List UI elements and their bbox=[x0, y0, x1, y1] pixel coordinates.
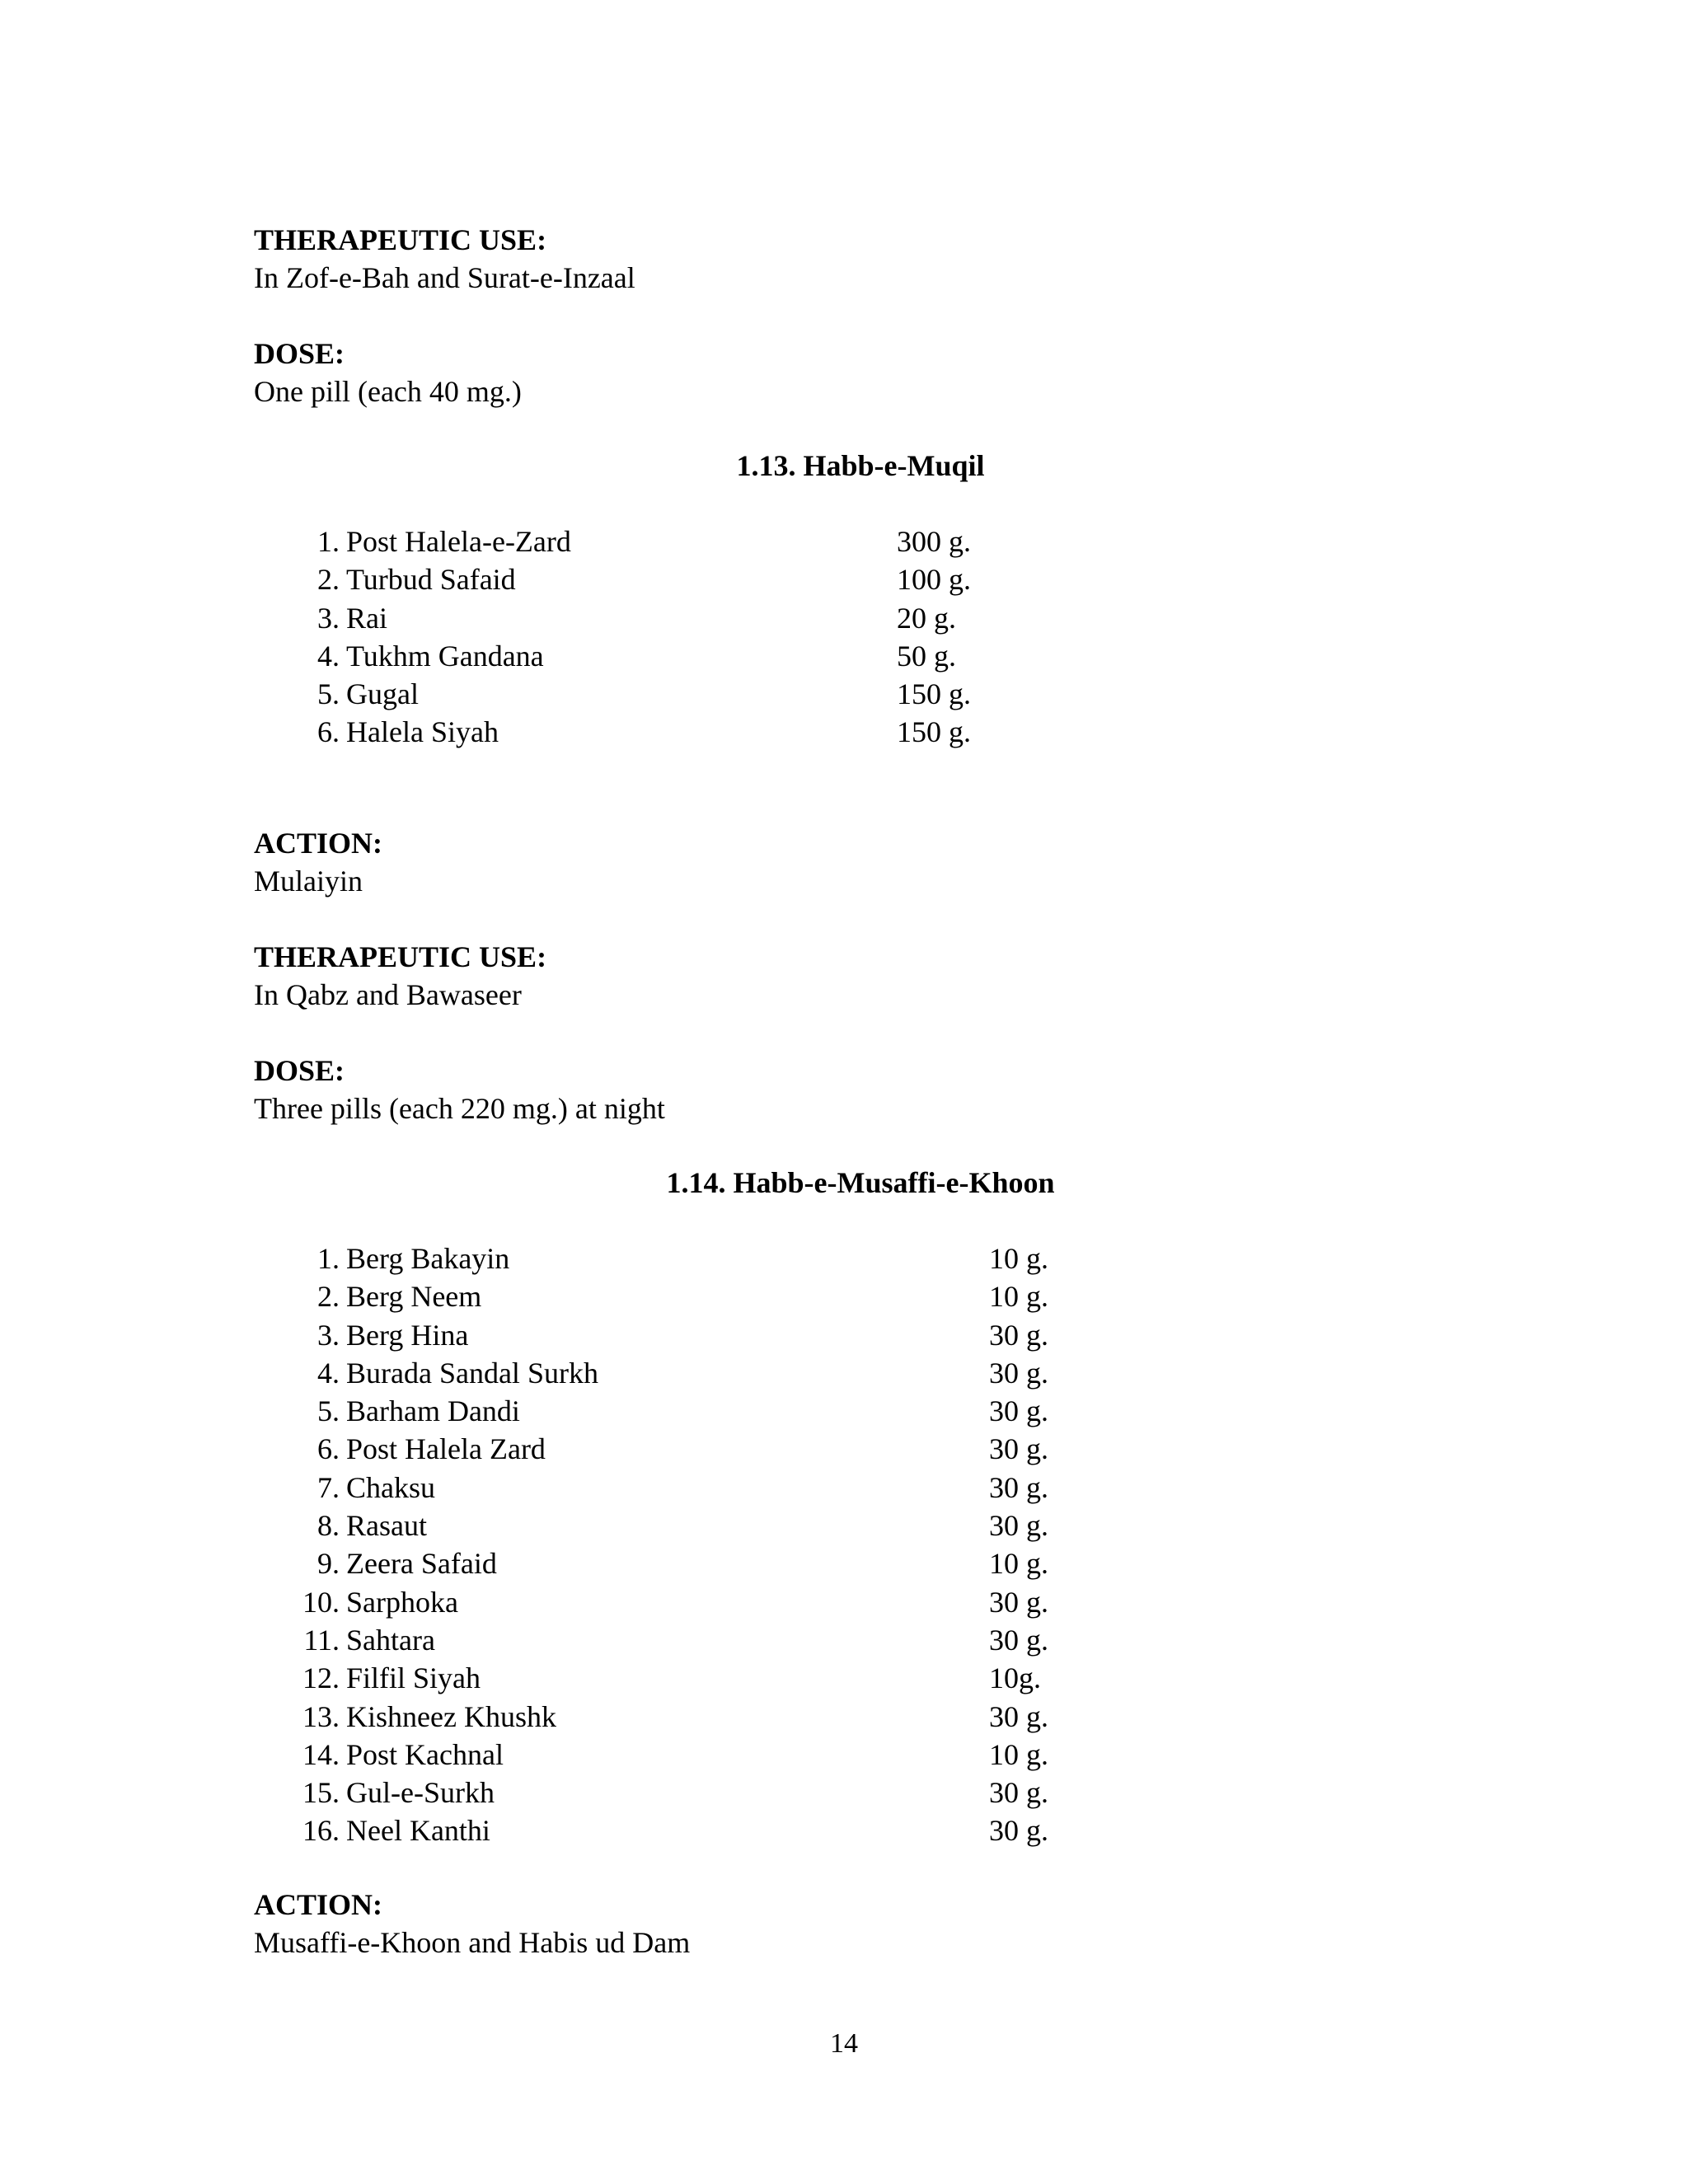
ingredient-name: Rasaut bbox=[346, 1509, 427, 1543]
ingredient-number: 2. bbox=[317, 563, 340, 597]
dose-heading: DOSE: bbox=[254, 337, 345, 370]
ingredient-quantity: 10 g. bbox=[989, 1737, 1048, 1771]
ingredient-item bbox=[302, 1698, 1048, 1736]
section-title-habb-e-muqil: 1.13. Habb-e-Muqil bbox=[736, 449, 985, 482]
ingredient-quantity: 30 g. bbox=[989, 1394, 1048, 1428]
ingredient-item bbox=[317, 713, 971, 751]
ingredient-number: 6. bbox=[317, 715, 340, 749]
ingredient-name: Zeera Safaid bbox=[346, 1547, 497, 1581]
ingredient-item bbox=[317, 675, 971, 713]
dose-text: One pill (each 40 mg.) bbox=[254, 375, 522, 408]
therapeutic-use-text: In Qabz and Bawaseer bbox=[254, 978, 522, 1011]
therapeutic-use-block bbox=[254, 938, 546, 1014]
ingredient-item bbox=[317, 1316, 1048, 1354]
dose-block bbox=[254, 1052, 665, 1127]
ingredient-quantity: 30 g. bbox=[989, 1432, 1048, 1466]
ingredient-item bbox=[303, 1621, 1048, 1659]
ingredient-quantity: 30 g. bbox=[989, 1623, 1048, 1657]
ingredient-name: Gugal bbox=[346, 677, 419, 711]
ingredient-number: 6. bbox=[317, 1432, 340, 1466]
ingredient-list-habb-e-muqil bbox=[317, 523, 971, 752]
ingredient-quantity: 100 g. bbox=[897, 563, 971, 597]
ingredient-name: Berg Hina bbox=[346, 1318, 469, 1352]
ingredient-number: 11. bbox=[303, 1623, 340, 1657]
page-number: 14 bbox=[830, 2028, 858, 2059]
ingredient-name: Barham Dandi bbox=[346, 1394, 520, 1428]
ingredient-quantity: 150 g. bbox=[897, 677, 971, 711]
ingredient-number: 10. bbox=[302, 1585, 340, 1619]
ingredient-name: Filfil Siyah bbox=[346, 1661, 481, 1695]
ingredient-number: 5. bbox=[317, 677, 340, 711]
ingredient-number: 5. bbox=[317, 1394, 340, 1428]
ingredient-quantity: 300 g. bbox=[897, 525, 971, 558]
ingredient-name: Turbud Safaid bbox=[346, 563, 516, 597]
section-title-habb-e-musaffi-e-khoon: 1.14. Habb-e-Musaffi-e-Khoon bbox=[666, 1166, 1055, 1199]
ingredient-quantity: 10 g. bbox=[989, 1280, 1048, 1314]
ingredient-item bbox=[317, 1544, 1048, 1582]
ingredient-item bbox=[317, 637, 956, 675]
ingredient-name: Neel Kanthi bbox=[346, 1814, 490, 1848]
ingredient-item bbox=[317, 1240, 1048, 1277]
therapeutic-use-heading: THERAPEUTIC USE: bbox=[254, 940, 547, 973]
ingredient-number: 3. bbox=[317, 1318, 340, 1352]
ingredient-name: Tukhm Gandana bbox=[346, 639, 544, 673]
ingredient-item bbox=[317, 1507, 1048, 1544]
ingredient-number: 1. bbox=[317, 1242, 340, 1275]
action-text: Mulaiyin bbox=[254, 865, 363, 898]
ingredient-number: 8. bbox=[317, 1509, 340, 1543]
ingredient-number: 16. bbox=[302, 1814, 340, 1848]
action-heading: ACTION: bbox=[254, 827, 383, 860]
therapeutic-use-heading: THERAPEUTIC USE: bbox=[254, 223, 547, 256]
ingredient-number: 4. bbox=[317, 1356, 340, 1390]
ingredient-item bbox=[317, 523, 971, 560]
ingredient-item bbox=[317, 1469, 1048, 1507]
action-block bbox=[254, 1886, 690, 1961]
therapeutic-use-text: In Zof-e-Bah and Surat-e-Inzaal bbox=[254, 261, 635, 294]
ingredient-item bbox=[302, 1774, 1048, 1811]
ingredient-number: 15. bbox=[302, 1776, 340, 1810]
ingredient-number: 13. bbox=[302, 1699, 340, 1733]
ingredient-name: Burada Sandal Surkh bbox=[346, 1356, 598, 1390]
ingredient-number: 7. bbox=[317, 1470, 340, 1504]
ingredient-quantity: 30 g. bbox=[989, 1356, 1048, 1390]
ingredient-name: Berg Neem bbox=[346, 1280, 482, 1314]
ingredient-quantity: 10g. bbox=[989, 1661, 1041, 1695]
ingredient-quantity: 10 g. bbox=[989, 1547, 1048, 1581]
ingredient-number: 12. bbox=[302, 1661, 340, 1695]
ingredient-name: Rai bbox=[346, 601, 387, 635]
action-heading: ACTION: bbox=[254, 1888, 383, 1921]
action-text: Musaffi-e-Khoon and Habis ud Dam bbox=[254, 1926, 691, 1959]
dose-text: Three pills (each 220 mg.) at night bbox=[254, 1092, 665, 1125]
ingredient-name: Chaksu bbox=[346, 1470, 435, 1504]
ingredient-quantity: 30 g. bbox=[989, 1585, 1048, 1619]
ingredient-item bbox=[317, 1354, 1048, 1392]
ingredient-item bbox=[317, 1277, 1048, 1315]
ingredient-quantity: 50 g. bbox=[897, 639, 956, 673]
ingredient-name: Gul-e-Surkh bbox=[346, 1776, 495, 1810]
dose-block bbox=[254, 335, 522, 410]
ingredient-quantity: 10 g. bbox=[989, 1242, 1048, 1275]
ingredient-quantity: 30 g. bbox=[989, 1318, 1048, 1352]
ingredient-name: Sahtara bbox=[346, 1623, 435, 1657]
ingredient-item bbox=[302, 1659, 1041, 1697]
ingredient-item bbox=[317, 599, 956, 637]
ingredient-name: Sarphoka bbox=[346, 1585, 458, 1619]
ingredient-name: Post Halela-e-Zard bbox=[346, 525, 571, 558]
ingredient-name: Post Kachnal bbox=[346, 1737, 504, 1771]
ingredient-quantity: 20 g. bbox=[897, 601, 956, 635]
therapeutic-use-block bbox=[254, 221, 635, 297]
ingredient-quantity: 150 g. bbox=[897, 715, 971, 749]
ingredient-list-habb-e-musaffi-e-khoon bbox=[302, 1240, 1048, 1850]
ingredient-number: 4. bbox=[317, 639, 340, 673]
ingredient-quantity: 30 g. bbox=[989, 1509, 1048, 1543]
ingredient-item bbox=[302, 1583, 1048, 1621]
ingredient-number: 2. bbox=[317, 1280, 340, 1314]
ingredient-item bbox=[317, 560, 971, 598]
ingredient-item bbox=[317, 1430, 1048, 1468]
ingredient-quantity: 30 g. bbox=[989, 1699, 1048, 1733]
ingredient-number: 1. bbox=[317, 525, 340, 558]
ingredient-number: 3. bbox=[317, 601, 340, 635]
dose-heading: DOSE: bbox=[254, 1054, 345, 1087]
ingredient-number: 9. bbox=[317, 1547, 340, 1581]
ingredient-item bbox=[302, 1811, 1048, 1849]
ingredient-name: Halela Siyah bbox=[346, 715, 499, 749]
ingredient-name: Post Halela Zard bbox=[346, 1432, 546, 1466]
ingredient-item bbox=[317, 1392, 1048, 1430]
ingredient-quantity: 30 g. bbox=[989, 1814, 1048, 1848]
ingredient-name: Berg Bakayin bbox=[346, 1242, 510, 1275]
ingredient-quantity: 30 g. bbox=[989, 1776, 1048, 1810]
ingredient-number: 14. bbox=[302, 1737, 340, 1771]
ingredient-item bbox=[302, 1736, 1048, 1774]
ingredient-quantity: 30 g. bbox=[989, 1470, 1048, 1504]
ingredient-name: Kishneez Khushk bbox=[346, 1699, 556, 1733]
action-block bbox=[254, 824, 382, 900]
